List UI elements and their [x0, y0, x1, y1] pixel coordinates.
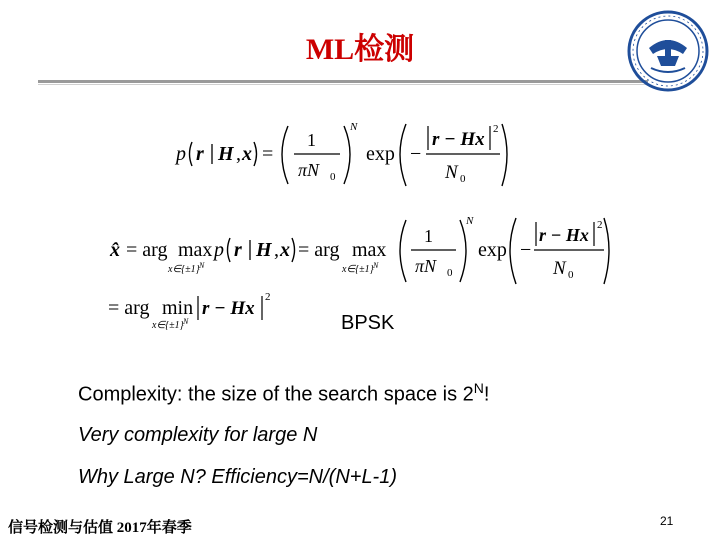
svg-text:−: − [520, 239, 532, 261]
svg-text:p: p [176, 143, 186, 165]
title-divider [38, 80, 648, 83]
svg-text:= arg: = arg [298, 239, 340, 261]
svg-text:πN: πN [415, 256, 437, 276]
svg-text:r − Hx: r − Hx [539, 225, 589, 245]
slide-title: ML检测 [305, 33, 415, 66]
course-footer: 信号检测与估值 2017年春季 [8, 520, 192, 536]
svg-text:2: 2 [597, 219, 603, 231]
svg-text:0: 0 [568, 269, 574, 281]
min-distance-equation [106, 286, 286, 334]
svg-text:r: r [234, 239, 242, 261]
complexity-text: Complexity: the size of the search space is 2 [78, 383, 474, 406]
svg-text:max: max [178, 239, 213, 261]
svg-text:p: p [214, 239, 224, 261]
svg-text:N: N [553, 258, 566, 279]
svg-text:x̂: x̂ [110, 239, 120, 261]
svg-text:πN: πN [298, 160, 320, 180]
svg-text:2: 2 [493, 123, 499, 135]
svg-text:x∈{±1}: x∈{±1} [168, 264, 200, 275]
title-divider-shadow [38, 84, 648, 85]
svg-text:N: N [199, 261, 205, 270]
svg-text:N: N [466, 215, 474, 227]
university-seal-icon [627, 10, 709, 92]
svg-text:H: H [256, 239, 272, 261]
svg-text:−: − [410, 143, 422, 165]
svg-text:r − Hx: r − Hx [202, 298, 255, 319]
svg-text:N: N [445, 162, 458, 183]
likelihood-equation [170, 118, 510, 190]
svg-text:N: N [183, 317, 189, 326]
svg-text:= arg: = arg [108, 297, 150, 319]
svg-text:0: 0 [447, 267, 453, 279]
svg-text:= arg: = arg [126, 239, 168, 261]
ml-estimate-equation [106, 212, 616, 290]
svg-text:r − Hx: r − Hx [432, 129, 485, 150]
svg-text:x: x [242, 143, 252, 165]
efficiency-line: Why Large N? Efficiency=N/(N+L-1) [78, 466, 398, 488]
svg-text:exp: exp [478, 239, 507, 261]
svg-text:H: H [218, 143, 234, 165]
large-n-line: Very complexity for large N [78, 424, 318, 446]
complexity-suffix: ! [483, 383, 490, 406]
svg-text:0: 0 [460, 173, 466, 185]
complexity-exponent: N [473, 380, 484, 396]
svg-text:max: max [352, 239, 387, 261]
svg-text:1: 1 [307, 130, 316, 150]
svg-text:min: min [162, 297, 194, 319]
svg-text:0: 0 [330, 171, 336, 183]
svg-text:,: , [274, 239, 279, 261]
svg-text:r: r [196, 143, 204, 165]
complexity-line [78, 380, 489, 407]
page-number: 21 [660, 514, 674, 528]
svg-text:N: N [350, 121, 358, 133]
svg-text:x: x [280, 239, 290, 261]
svg-text:,: , [236, 143, 241, 165]
svg-text:exp: exp [366, 143, 395, 165]
svg-text:=: = [262, 143, 274, 165]
svg-text:x∈{±1}: x∈{±1} [342, 264, 374, 275]
bpsk-label: BPSK [341, 312, 395, 334]
svg-text:x∈{±1}: x∈{±1} [152, 320, 184, 331]
svg-text:1: 1 [424, 226, 433, 246]
svg-text:N: N [373, 261, 379, 270]
svg-text:2: 2 [265, 291, 271, 303]
